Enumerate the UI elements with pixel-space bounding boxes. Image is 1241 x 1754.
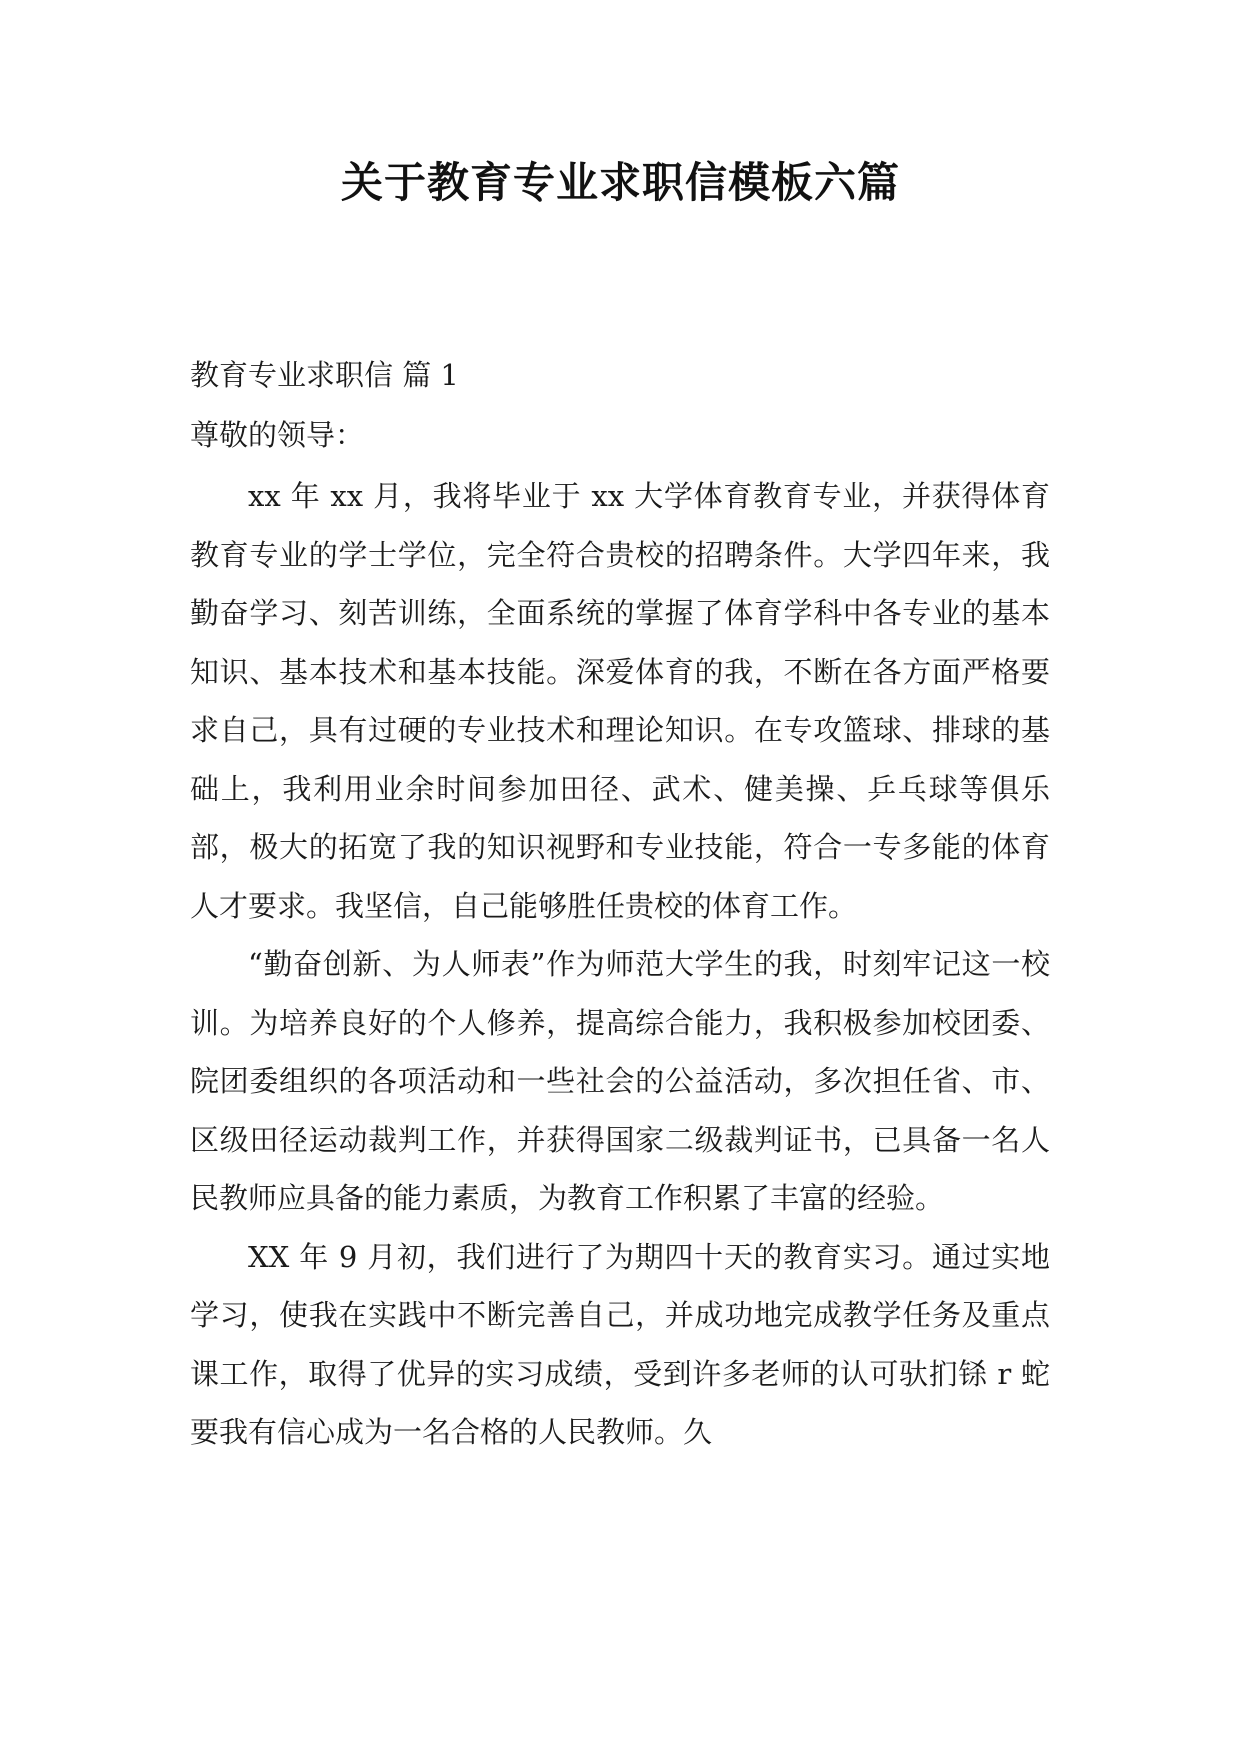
salutation: 尊敬的领导： [190,418,365,452]
document-title: 关于教育专业求职信模板六篇 [340,158,900,207]
paragraph-3: XX 年 9 月初，我们进行了为期四十天的教育实习。通过实地学习，使我在实践中不断完善自己，并成功地完成教学任务及重点课工作，取得了优异的实习成绩，受到许多老师的认可驮扪铩 r 蛇要我有信心成为一名合格的人民教师。久 [190,1239,1050,1449]
document-body [190,345,1050,1462]
paragraph-2: “勤奋创新、为人师表”作为师范大学生的我，时刻牢记这一校训。为培养良好的个人修养，提高综合能力，我积极参加校团委、院团委组织的各项活动和一些社会的公益活动，多次担任省、市、区级田径运动裁判工作，并获得国家二级裁判证书，已具备一名人民教师应具备的能力素质，为教育工作积累了丰富的经验。 [190,947,1050,1215]
paragraph-1: xx 年 xx 月，我将毕业于 xx 大学体育教育专业，并获得体育教育专业的学士学位，完全符合贵校的招聘条件。大学四年来，我勤奋学习、刻苦训练，全面系统的掌握了体育学科中各专业的基本知识、基本技术和基本技能。深爱体育的我，不断在各方面严格要求自己，具有过硬的专业技术和理论知识。在专攻篮球、排球的基础上，我利用业余时间参加田径、武术、健美操、乒乓球等俱乐部，极大的拓宽了我的知识视野和专业技能，符合一专多能的体育人才要求。我坚信，自己能够胜任贵校的体育工作。 [190,479,1050,923]
section-heading: 教育专业求职信 篇 1 [190,358,459,392]
